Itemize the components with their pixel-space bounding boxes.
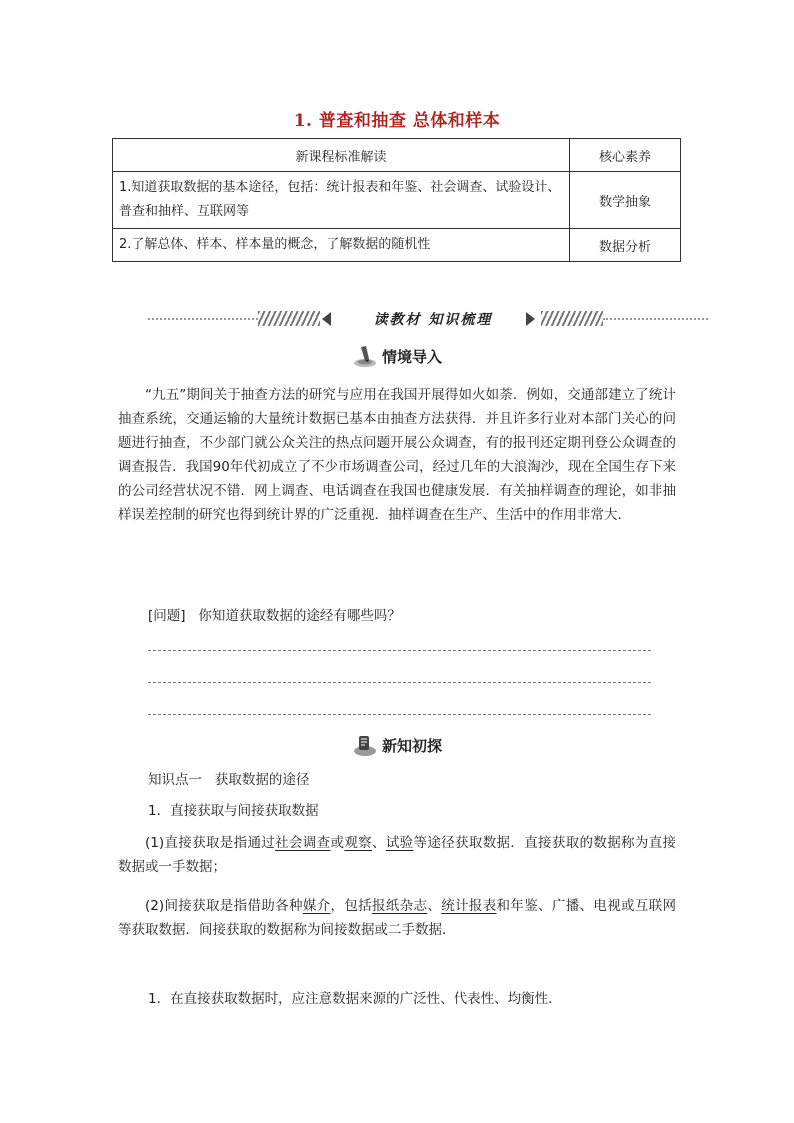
table-cell-literacy: 数学抽象 [570, 172, 681, 229]
table-cell-standard: 2.了解总体、样本、样本量的概念，了解数据的随机性 [113, 229, 570, 262]
question-tag: [问题] [148, 608, 186, 624]
paragraph-direct [118, 831, 676, 879]
section-heading-intro [0, 344, 794, 370]
section-heading-text: 新知初探 [381, 736, 442, 755]
underlined-term: 观察 [344, 835, 372, 851]
paragraph-indirect [118, 894, 676, 942]
section-heading-new [0, 733, 794, 759]
page-title: 1. 普查和抽查 总体和样本 [293, 111, 501, 131]
answer-line [148, 714, 651, 715]
text-run: 、 [427, 898, 442, 914]
table-header-standard: 新课程标准解读 [113, 139, 570, 172]
table-header-row [113, 139, 681, 172]
underlined-term: 社会调查 [275, 835, 331, 851]
table-header-literacy: 核心素养 [570, 139, 681, 172]
bookmark-icon [352, 733, 378, 757]
answer-line [148, 682, 651, 683]
answer-line [148, 650, 651, 651]
note-line: 1．在直接获取数据时，应注意数据来源的广泛性、代表性、均衡性． [148, 991, 562, 1007]
table-cell-literacy: 数据分析 [570, 229, 681, 262]
banner-text: 读教材 知识梳理 [373, 312, 493, 328]
underlined-term: 试验 [385, 835, 414, 851]
question-line [148, 604, 401, 628]
standards-table [112, 138, 681, 262]
intro-paragraph: “九五”期间关于抽查方法的研究与应用在我国开展得如火如荼．例如，交通部建立了统计抽查系统，交通运输的大量统计数据已基本由抽查方法获得．并且许多行业对本部门关心的问题进行抽查，不少部门就公众关注的热点问题开展公众调查，有的报刊还定期刊登公众调查的调查报告．我国90年代初成立了不少市场调查公司，经过几年的大浪淘沙，现在全国生存下来的公司经营状况不错．网上调查、电话调查在我国也健康发展．有关抽样调查的理论，如非抽样误差控制的研究也得到统计界的广泛重视．抽样调查在生产、生活中的作用非常大． [118, 387, 676, 523]
item-title: 1．直接获取与间接获取数据 [148, 803, 319, 819]
arrow-right-icon [526, 312, 535, 326]
question-text: 你知道获取数据的途经有哪些吗？ [198, 608, 401, 624]
table-row [113, 172, 681, 229]
underlined-term: 报纸杂志 [372, 898, 428, 914]
banner-hatch-right [541, 311, 603, 326]
underlined-term: 媒介 [302, 898, 331, 914]
text-run: ，包括 [330, 898, 372, 914]
text-run: 、 [372, 835, 386, 851]
text-run: 等途径获取数据．直接获取的数据称为直接数据或一手数据； [118, 835, 677, 875]
knowledge-point-heading [148, 768, 309, 792]
arrow-left-icon [322, 312, 331, 326]
underlined-term: 统计报表 [441, 898, 497, 914]
text-run: (2)间接获取是指借助各种 [145, 898, 303, 914]
banner-hatch-left [258, 311, 320, 326]
banner-dotted-line-left [148, 318, 258, 320]
section-banner [148, 308, 708, 330]
section-heading-text: 情境导入 [381, 347, 442, 366]
knowledge-point-title: 获取数据的途径 [214, 772, 310, 788]
text-run: 和年鉴、广播、电视或互联网等获取数据．间接获取的数据称为间接数据或二手数据． [118, 898, 677, 938]
text-run: (1)直接获取是指通过 [145, 835, 276, 851]
text-run: 或 [330, 835, 345, 851]
table-row [113, 229, 681, 262]
banner-dotted-line-right [603, 318, 708, 320]
knowledge-point-label: 知识点一 [148, 772, 202, 788]
pen-icon [352, 344, 378, 368]
table-cell-standard: 1.知道获取数据的基本途径，包括：统计报表和年鉴、社会调查、试验设计、普查和抽样、互联网等 [113, 172, 570, 229]
